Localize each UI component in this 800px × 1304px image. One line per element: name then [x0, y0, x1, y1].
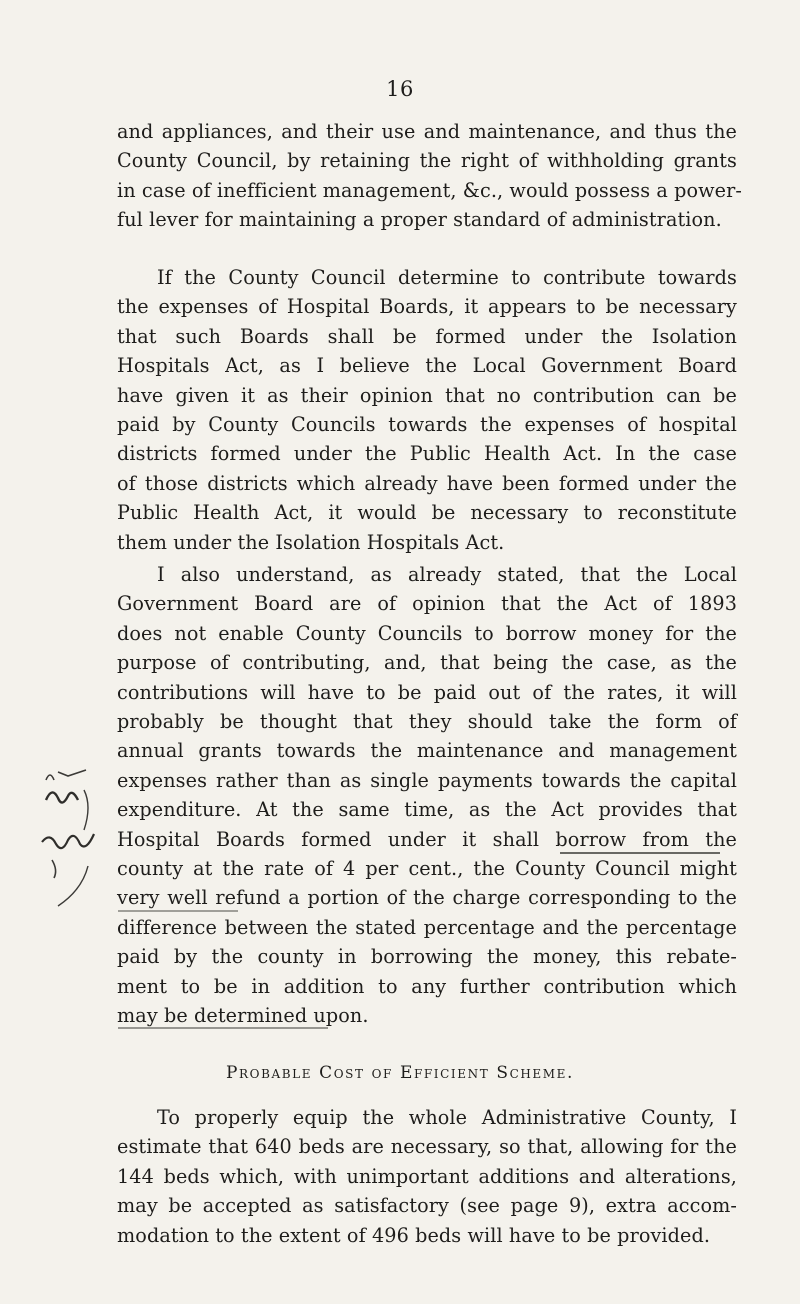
paragraph-3 — [117, 560, 737, 1031]
text-line: To properly equip the whole Administrative County, I — [157, 1106, 737, 1129]
text-line: of those districts which already have been formed under the — [117, 471, 737, 495]
text-line: ful lever for maintaining a proper standard of administration. — [117, 208, 722, 232]
page-number: 16 — [386, 77, 414, 101]
pencil-underline — [118, 910, 238, 912]
text-line: expenses rather than as single payments towards the capital — [117, 768, 737, 792]
text-line: expenditure. At the same time, as the Act provides that — [117, 798, 737, 822]
text-line: difference between the stated percentage and the percentage — [117, 915, 737, 939]
text-line: have given it as their opinion that no contribution can be — [117, 383, 737, 407]
pencil-underline — [118, 1027, 328, 1029]
text-line: them under the Isolation Hospitals Act. — [117, 530, 505, 554]
text-line: that such Boards shall be formed under the Isolation — [117, 324, 737, 348]
text-line: I also understand, as already stated, that the Local — [157, 563, 737, 586]
text-line: If the County Council determine to contribute towards — [157, 266, 737, 289]
text-line: ment to be in addition to any further contribution which — [117, 974, 737, 998]
text-line: estimate that 640 beds are necessary, so that, allowing for the — [117, 1135, 737, 1159]
text-line: and appliances, and their use and maintenance, and thus the — [117, 120, 737, 143]
text-line: county at the rate of 4 per cent., the County Council might — [117, 857, 737, 881]
text-line: modation to the extent of 496 beds will have to be provided. — [117, 1223, 711, 1247]
text-line: in case of inefficient management, &c., would possess a power- — [117, 178, 742, 202]
text-line: Public Health Act, it would be necessary to reconstitute — [117, 501, 737, 525]
handwritten-margin-annotation-icon — [40, 760, 100, 910]
section-heading: Probable Cost of Efficient Scheme. — [225, 1063, 575, 1083]
text-line: purpose of contributing, and, that being the case, as the — [117, 651, 737, 675]
text-line: Government Board are of opinion that the Act of 1893 — [117, 592, 737, 616]
text-line: may be accepted as satisfactory (see page 9), extra accom- — [117, 1194, 737, 1218]
paragraph-1 — [117, 117, 742, 235]
text-line: districts formed under the Public Health Act. In the case — [117, 442, 737, 466]
text-line: contributions will have to be paid out of the rates, it will — [117, 680, 737, 704]
paragraph-4 — [117, 1103, 737, 1250]
text-line: annual grants towards the maintenance and management — [117, 739, 737, 763]
text-line: Hospitals Act, as I believe the Local Government Board — [117, 354, 737, 378]
text-line: County Council, by retaining the right of withholding grants — [117, 149, 737, 173]
text-line: probably be thought that they should take the form of — [117, 710, 737, 734]
text-line: may be determined upon. — [117, 1004, 369, 1028]
text-line: very well refund a portion of the charge corresponding to the — [117, 886, 737, 910]
text-line: 144 beds which, with unimportant additions and alterations, — [117, 1164, 737, 1188]
paragraph-2 — [117, 263, 737, 557]
text-line: Hospital Boards formed under it shall borrow from the — [117, 827, 737, 851]
text-line: paid by County Councils towards the expenses of hospital — [117, 413, 737, 437]
text-line: paid by the county in borrowing the money, this rebate- — [117, 945, 737, 969]
text-line: the expenses of Hospital Boards, it appears to be necessary — [117, 295, 737, 319]
text-line: does not enable County Councils to borrow money for the — [117, 621, 737, 645]
pencil-underline — [560, 852, 720, 854]
